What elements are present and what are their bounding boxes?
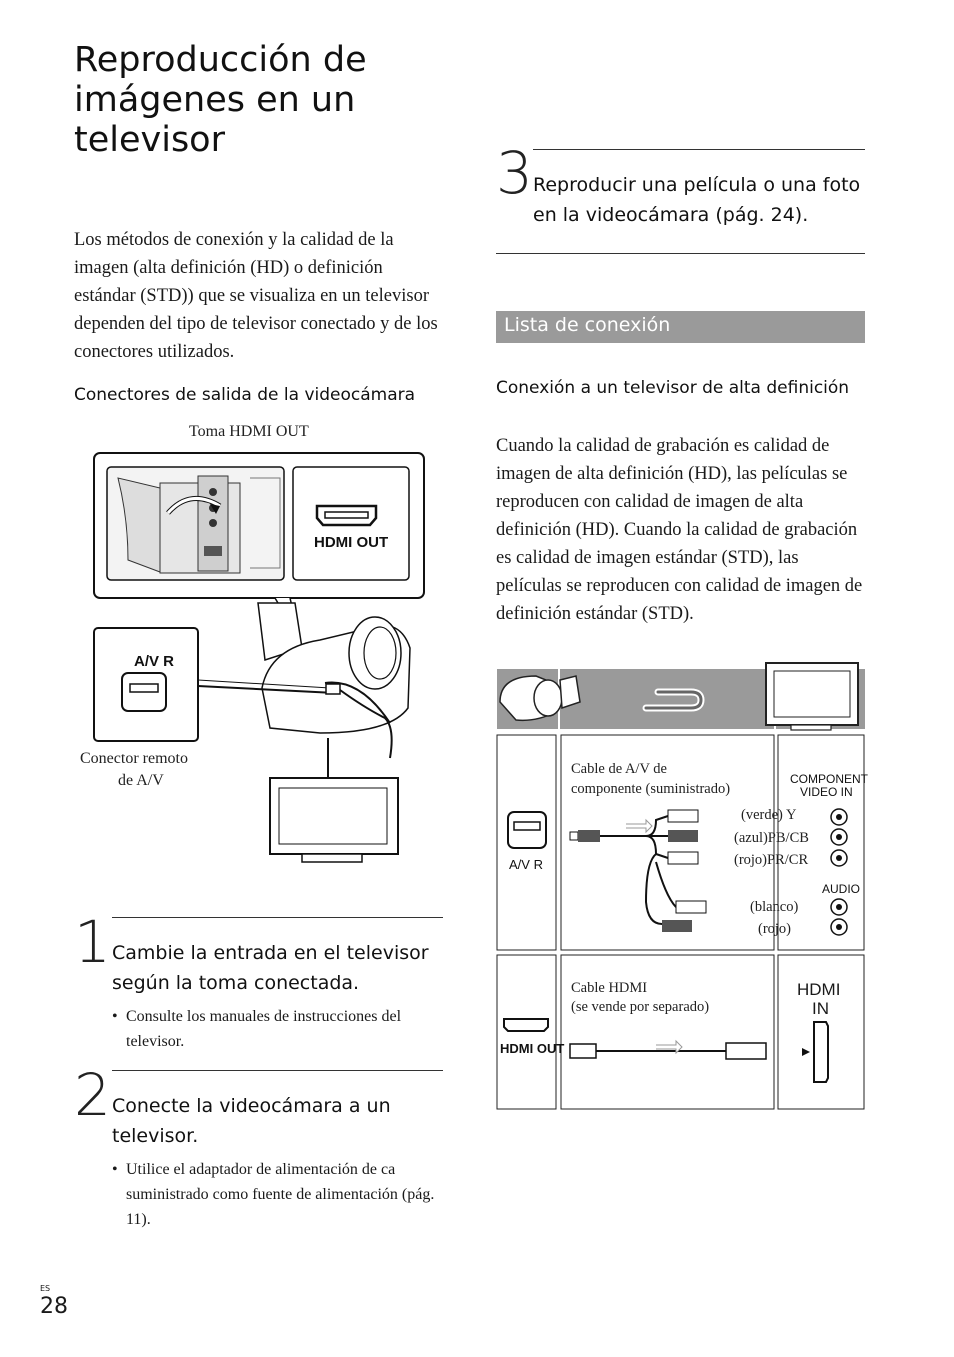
av-r-label: A/V R	[134, 653, 175, 670]
hdmi-jack-caption: Toma HDMI OUT	[189, 423, 309, 440]
av-remote-caption-1: Conector remoto	[80, 750, 188, 767]
hdmi-cable-caption-1: Cable HDMI	[571, 980, 648, 996]
red-label: (rojo)PR/CR	[734, 852, 809, 868]
section-band	[496, 311, 865, 343]
green-label: (verde) Y	[741, 807, 797, 823]
connectors-heading: Conectores de salida de la videocámara	[74, 385, 416, 405]
step-2-bullet-text: Utilice el adaptador de alimentación de ca suministrado como fuente de alimentación (pág. 11).	[126, 1161, 435, 1228]
step-2-bullet: • Utilice el adaptador de alimentación de ca suministrado como fuente de alimentación (pág. 11).	[112, 1161, 435, 1228]
step-1-title: Cambie la entrada en el televisor según la toma conectada.	[112, 942, 429, 994]
hd-heading: Conexión a un televisor de alta definición	[496, 378, 850, 398]
component-cable-caption-2: componente (suministrado)	[571, 781, 731, 797]
table-av-r-label: A/V R	[509, 857, 543, 872]
step-1-bullet-text: Consulte los manuales de instrucciones del televisor.	[126, 1008, 402, 1050]
component-video-in-label-2: VIDEO IN	[800, 785, 853, 799]
page-number: 28	[40, 1294, 68, 1319]
hdmi-out-label: HDMI OUT	[314, 534, 389, 551]
step-2-rule	[112, 1070, 443, 1071]
step-1-bullet: • Consulte los manuales de instrucciones del televisor.	[112, 1008, 402, 1050]
step-1-rule	[112, 917, 443, 918]
av-remote-caption-2: de A/V	[118, 772, 164, 789]
component-video-in-label-1: COMPONENT	[790, 772, 868, 786]
step-3-rule	[533, 149, 865, 150]
component-cable-caption-1: Cable de A/V de	[571, 761, 667, 777]
intro-paragraph: Los métodos de conexión y la calidad de la imagen (alta definición (HD) o definición estándar (STD)) que se visualiza en un televisor dependen del tipo de televisor conectado y de los conectores utilizados.	[74, 230, 438, 362]
hdmi-in-label-2: IN	[812, 999, 829, 1018]
step-3-number: 3	[496, 139, 533, 207]
step-3-title: Reproducir una película o una foto en la videocámara (pág. 24).	[533, 174, 861, 226]
hdmi-cable-caption-2: (se vende por separado)	[571, 999, 710, 1015]
white-label: (blanco)	[750, 899, 799, 915]
step-2-number: 2	[74, 1061, 111, 1129]
step-2-title: Conecte la videocámara a un televisor.	[112, 1095, 391, 1147]
language-code: ES	[40, 1284, 51, 1293]
page-title: Reproducción de imágenes en un televisor	[74, 40, 367, 160]
table-hdmi-out-label: HDMI OUT	[500, 1041, 565, 1056]
red-audio-label: (rojo)	[758, 921, 792, 937]
hd-paragraph: Cuando la calidad de grabación es calidad de imagen de alta definición (HD), las películas se reproducen con calidad de imagen de alta definición (HD). Cuando la calidad de grabación es calidad de imagen estándar (STD), las películas se reproducen con calidad de imagen de definición estándar (STD).	[496, 436, 863, 624]
step-3-bottom-rule	[496, 253, 865, 254]
blue-label: (azul)PB/CB	[734, 830, 809, 846]
step-1-number: 1	[74, 908, 111, 976]
section-title: Lista de conexión	[504, 314, 671, 336]
audio-label: AUDIO	[822, 882, 861, 896]
hdmi-in-label-1: HDMI	[797, 980, 841, 999]
